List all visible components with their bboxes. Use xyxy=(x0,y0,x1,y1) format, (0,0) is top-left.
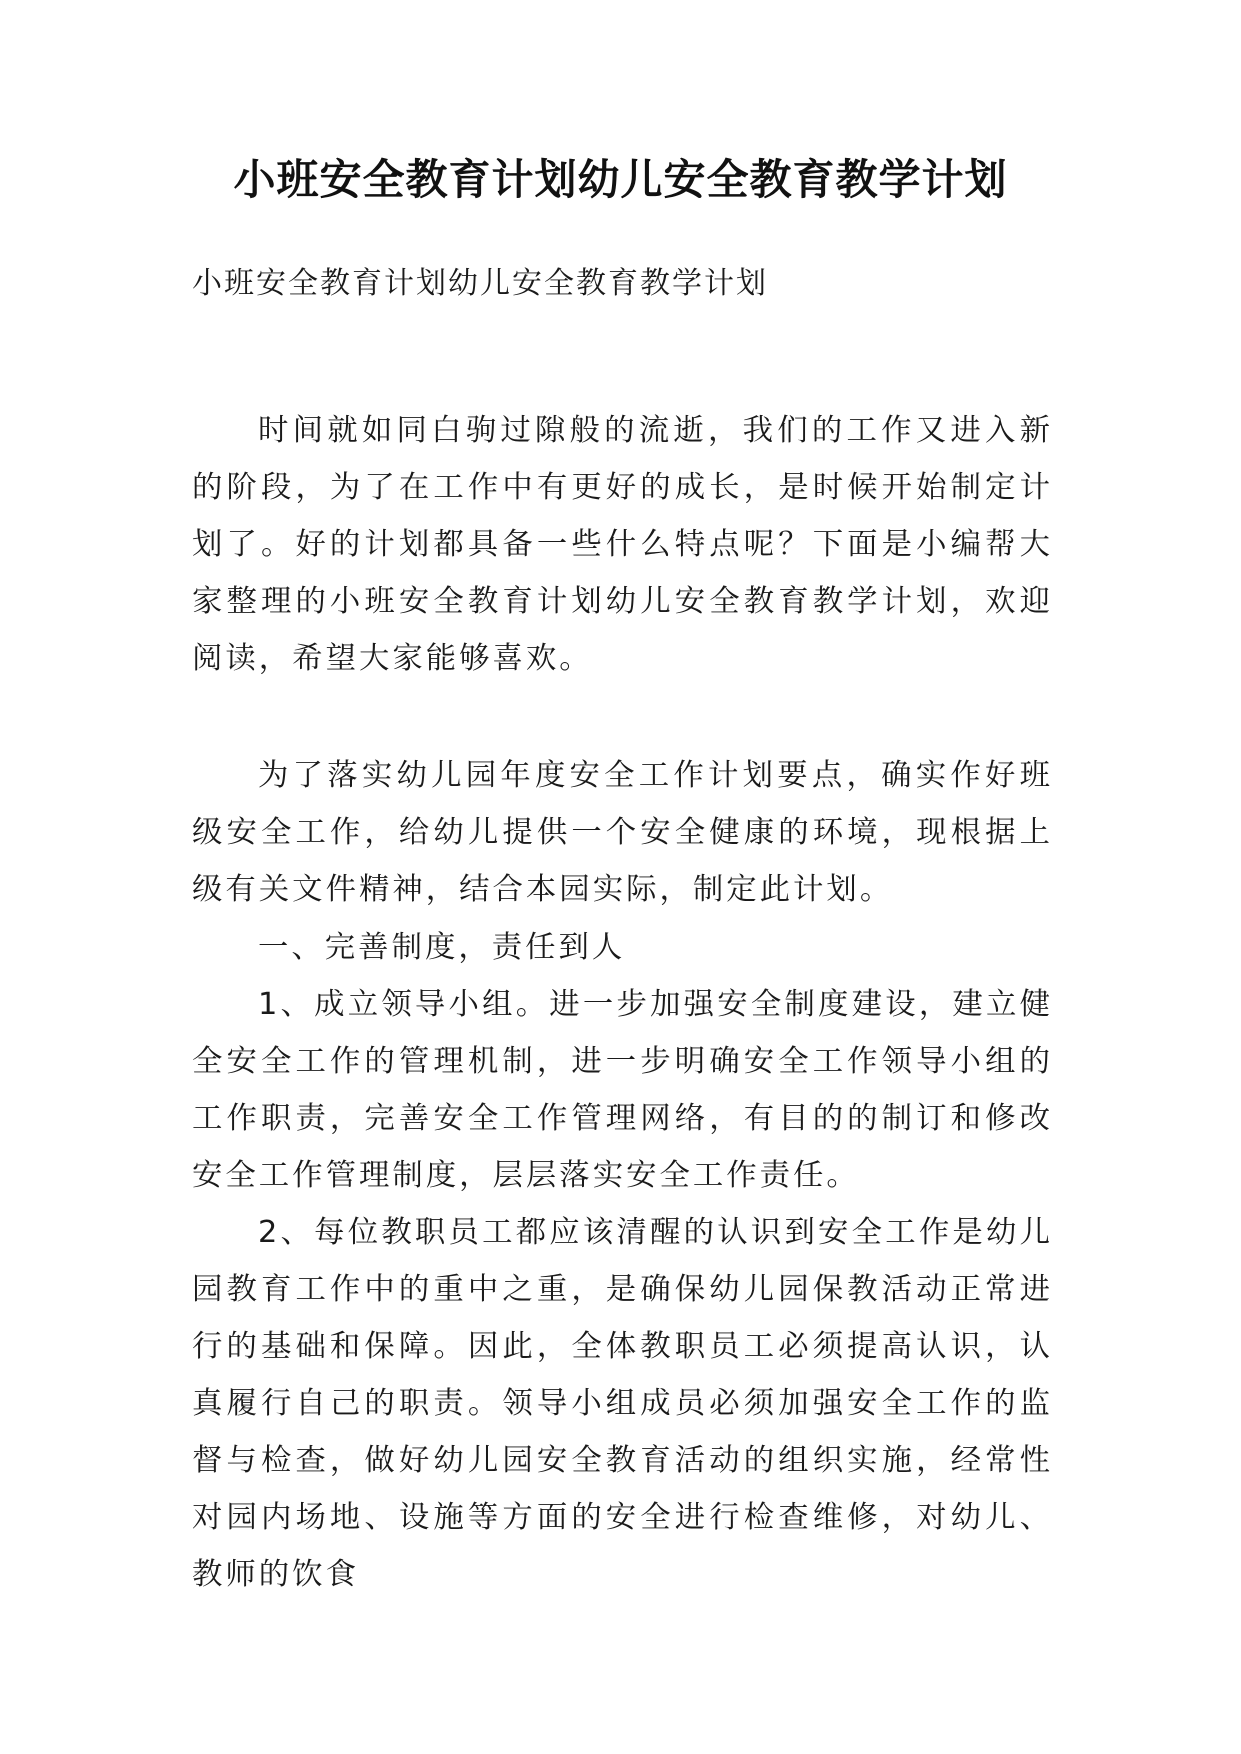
document-subtitle: 小班安全教育计划幼儿安全教育教学计划 xyxy=(192,266,768,301)
section-heading: 一、完善制度，责任到人 xyxy=(258,930,626,965)
list-item: 1、成立领导小组。进一步加强安全制度建设，建立健全安全工作的管理机制，进一步明确安全工作领导小组的工作职责，完善安全工作管理网络，有目的的制订和修改安全工作管理制度，层层落实安全工作责任。 xyxy=(192,987,1053,1193)
list-item: 2、每位教职员工都应该清醒的认识到安全工作是幼儿园教育工作中的重中之重，是确保幼儿园保教活动正常进行的基础和保障。因此，全体教职员工必须提高认识，认真履行自己的职责。领导小组成员必须加强安全工作的监督与检查，做好幼儿园安全教育活动的组织实施，经常性对园内场地、设施等方面的安全进行检查维修，对幼儿、教师的饮食 xyxy=(192,1215,1053,1592)
intro-paragraph: 时间就如同白驹过隙般的流逝，我们的工作又进入新的阶段，为了在工作中有更好的成长，是时候开始制定计划了。好的计划都具备一些什么特点呢？下面是小编帮大家整理的小班安全教育计划幼儿安全教育教学计划，欢迎阅读，希望大家能够喜欢。 xyxy=(192,413,1053,676)
purpose-paragraph: 为了落实幼儿园年度安全工作计划要点，确实作好班级安全工作，给幼儿提供一个安全健康的环境，现根据上级有关文件精神，结合本园实际，制定此计划。 xyxy=(192,758,1053,907)
document-title: 小班安全教育计划幼儿安全教育教学计划 xyxy=(233,155,1008,204)
